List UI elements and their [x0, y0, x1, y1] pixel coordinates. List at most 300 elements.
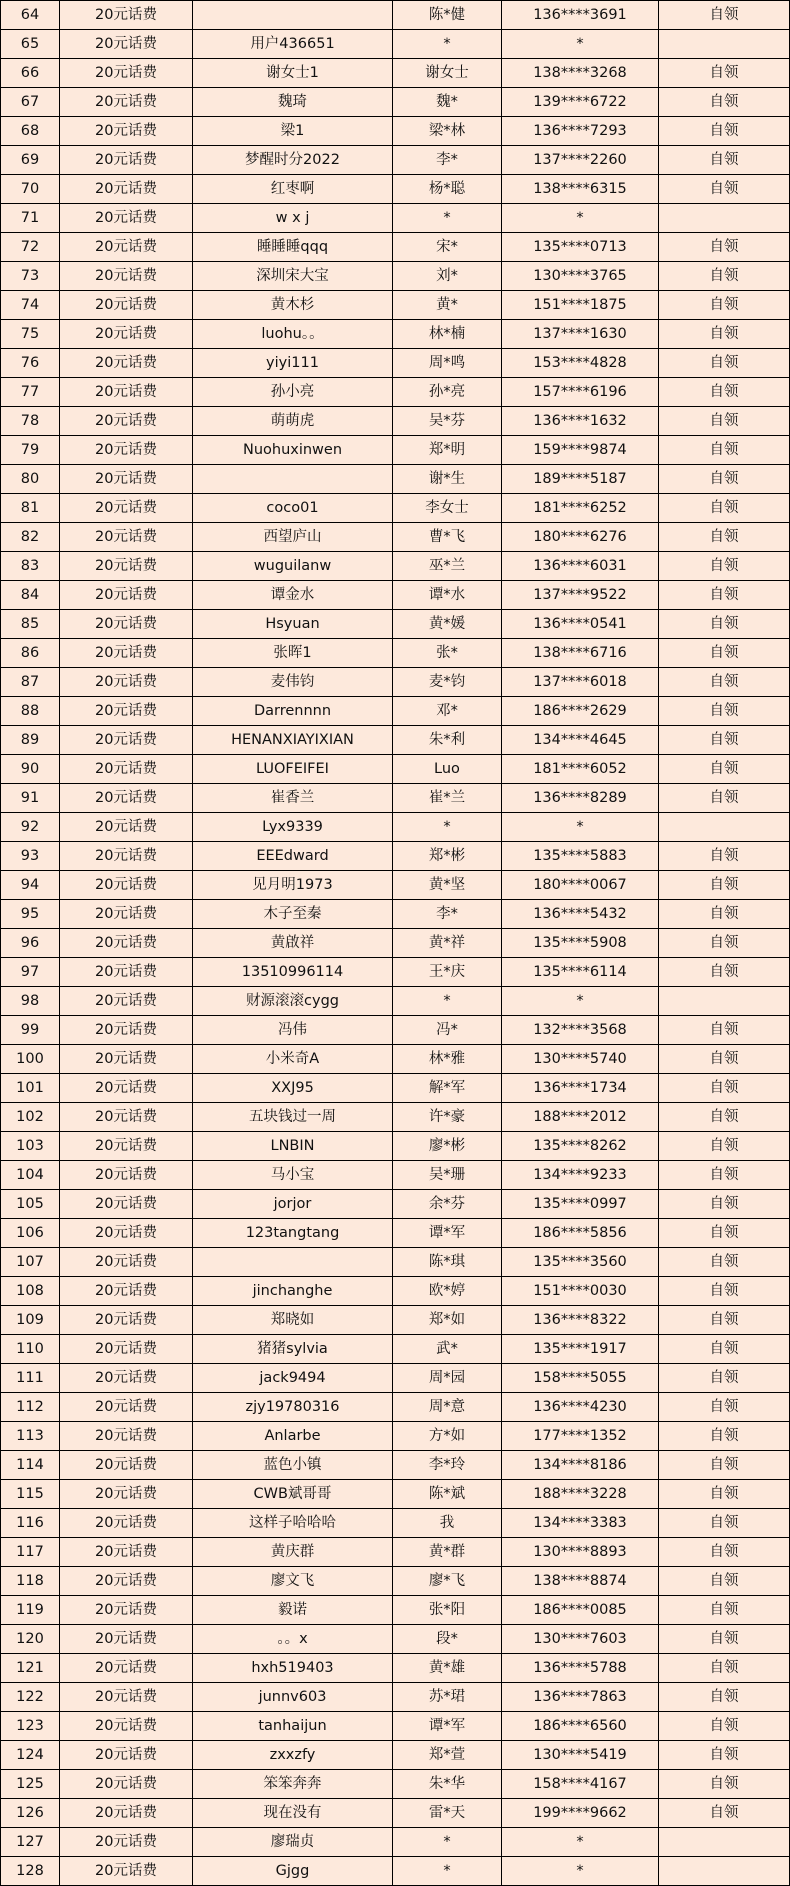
recipient-name-cell: *	[393, 30, 502, 59]
phone-number-cell: 189****5187	[502, 465, 659, 494]
prize-name-cell: 20元话费	[60, 262, 193, 291]
prize-name-cell: 20元话费	[60, 1016, 193, 1045]
prize-name-cell: 20元话费	[60, 1567, 193, 1596]
recipient-name-cell: 郑*彬	[393, 842, 502, 871]
row-number-cell: 64	[1, 1, 60, 30]
row-number-cell: 105	[1, 1190, 60, 1219]
phone-number-cell: 135****6114	[502, 958, 659, 987]
claim-status-cell: 自领	[659, 755, 790, 784]
row-number-cell: 76	[1, 349, 60, 378]
recipient-name-cell: 李女士	[393, 494, 502, 523]
prize-name-cell: 20元话费	[60, 1393, 193, 1422]
nickname-cell: XXJ95	[193, 1074, 393, 1103]
prize-name-cell: 20元话费	[60, 958, 193, 987]
phone-number-cell: 153****4828	[502, 349, 659, 378]
nickname-cell: 毅诺	[193, 1596, 393, 1625]
table-row	[1, 88, 790, 117]
prize-name-cell: 20元话费	[60, 1, 193, 30]
recipient-name-cell: 黄*	[393, 291, 502, 320]
phone-number-cell: 134****3383	[502, 1509, 659, 1538]
phone-number-cell: 159****9874	[502, 436, 659, 465]
table-row	[1, 291, 790, 320]
nickname-cell: 。。x	[193, 1625, 393, 1654]
nickname-cell: 黄啟祥	[193, 929, 393, 958]
row-number-cell: 97	[1, 958, 60, 987]
row-number-cell: 70	[1, 175, 60, 204]
claim-status-cell: 自领	[659, 465, 790, 494]
row-number-cell: 67	[1, 88, 60, 117]
recipient-name-cell: 吴*芬	[393, 407, 502, 436]
phone-number-cell: 130****8893	[502, 1538, 659, 1567]
phone-number-cell: 135****0713	[502, 233, 659, 262]
row-number-cell: 72	[1, 233, 60, 262]
prize-name-cell: 20元话费	[60, 784, 193, 813]
claim-status-cell: 自领	[659, 1422, 790, 1451]
recipient-name-cell: 谭*军	[393, 1219, 502, 1248]
claim-status-cell: 自领	[659, 552, 790, 581]
claim-status-cell: 自领	[659, 146, 790, 175]
row-number-cell: 85	[1, 610, 60, 639]
phone-number-cell: 136****3691	[502, 1, 659, 30]
recipient-name-cell: 林*楠	[393, 320, 502, 349]
recipient-name-cell: 杨*聪	[393, 175, 502, 204]
row-number-cell: 109	[1, 1306, 60, 1335]
recipient-name-cell: 麦*钧	[393, 668, 502, 697]
recipient-name-cell: 孙*亮	[393, 378, 502, 407]
prize-name-cell: 20元话费	[60, 1248, 193, 1277]
table-row	[1, 494, 790, 523]
nickname-cell: 财源滚滚cygg	[193, 987, 393, 1016]
prize-name-cell: 20元话费	[60, 1480, 193, 1509]
nickname-cell: Hsyuan	[193, 610, 393, 639]
row-number-cell: 78	[1, 407, 60, 436]
nickname-cell: jack9494	[193, 1364, 393, 1393]
claim-status-cell: 自领	[659, 1683, 790, 1712]
row-number-cell: 122	[1, 1683, 60, 1712]
prize-name-cell: 20元话费	[60, 755, 193, 784]
recipient-name-cell: 曹*飞	[393, 523, 502, 552]
phone-number-cell: 130****5419	[502, 1741, 659, 1770]
row-number-cell: 121	[1, 1654, 60, 1683]
nickname-cell: 见月明1973	[193, 871, 393, 900]
table-row	[1, 320, 790, 349]
table-row	[1, 1306, 790, 1335]
table-row	[1, 349, 790, 378]
claim-status-cell	[659, 1828, 790, 1857]
phone-number-cell: *	[502, 987, 659, 1016]
nickname-cell: 小米奇A	[193, 1045, 393, 1074]
table-row	[1, 639, 790, 668]
nickname-cell: 123tangtang	[193, 1219, 393, 1248]
phone-number-cell: 136****6031	[502, 552, 659, 581]
nickname-cell: 麦伟钧	[193, 668, 393, 697]
table-row	[1, 1683, 790, 1712]
recipient-name-cell: 解*军	[393, 1074, 502, 1103]
prize-name-cell: 20元话费	[60, 1712, 193, 1741]
table-row	[1, 1770, 790, 1799]
claim-status-cell: 自领	[659, 88, 790, 117]
recipient-name-cell: 我	[393, 1509, 502, 1538]
nickname-cell: w x j	[193, 204, 393, 233]
nickname-cell: 睡睡睡qqq	[193, 233, 393, 262]
claim-status-cell	[659, 987, 790, 1016]
phone-number-cell: 135****3560	[502, 1248, 659, 1277]
recipient-name-cell: 黄*祥	[393, 929, 502, 958]
row-number-cell: 93	[1, 842, 60, 871]
claim-status-cell: 自领	[659, 1190, 790, 1219]
phone-number-cell: 136****5432	[502, 900, 659, 929]
phone-number-cell: 136****8289	[502, 784, 659, 813]
row-number-cell: 87	[1, 668, 60, 697]
phone-number-cell: 181****6052	[502, 755, 659, 784]
phone-number-cell: 177****1352	[502, 1422, 659, 1451]
nickname-cell: Anlarbe	[193, 1422, 393, 1451]
claim-status-cell: 自领	[659, 1, 790, 30]
recipient-name-cell: 廖*飞	[393, 1567, 502, 1596]
row-number-cell: 111	[1, 1364, 60, 1393]
row-number-cell: 107	[1, 1248, 60, 1277]
nickname-cell: luohu。。	[193, 320, 393, 349]
recipient-name-cell: 余*芬	[393, 1190, 502, 1219]
table-row	[1, 1190, 790, 1219]
prize-name-cell: 20元话费	[60, 436, 193, 465]
phone-number-cell: 136****1734	[502, 1074, 659, 1103]
table-row	[1, 987, 790, 1016]
row-number-cell: 115	[1, 1480, 60, 1509]
claim-status-cell: 自领	[659, 349, 790, 378]
table-row	[1, 1335, 790, 1364]
row-number-cell: 102	[1, 1103, 60, 1132]
recipient-name-cell: 周*园	[393, 1364, 502, 1393]
nickname-cell: Darrennnn	[193, 697, 393, 726]
row-number-cell: 95	[1, 900, 60, 929]
table-row	[1, 1132, 790, 1161]
prize-name-cell: 20元话费	[60, 929, 193, 958]
prize-name-cell: 20元话费	[60, 349, 193, 378]
claim-status-cell: 自领	[659, 639, 790, 668]
prize-name-cell: 20元话费	[60, 1306, 193, 1335]
nickname-cell: hxh519403	[193, 1654, 393, 1683]
nickname-cell: 郑晓如	[193, 1306, 393, 1335]
claim-status-cell: 自领	[659, 59, 790, 88]
phone-number-cell: 137****9522	[502, 581, 659, 610]
nickname-cell: 萌萌虎	[193, 407, 393, 436]
claim-status-cell: 自领	[659, 1654, 790, 1683]
table-row	[1, 30, 790, 59]
claim-status-cell: 自领	[659, 871, 790, 900]
claim-status-cell: 自领	[659, 1161, 790, 1190]
nickname-cell: HENANXIAYIXIAN	[193, 726, 393, 755]
claim-status-cell	[659, 30, 790, 59]
nickname-cell: 五块钱过一周	[193, 1103, 393, 1132]
row-number-cell: 74	[1, 291, 60, 320]
table-row	[1, 175, 790, 204]
phone-number-cell: 186****2629	[502, 697, 659, 726]
phone-number-cell: 130****7603	[502, 1625, 659, 1654]
prize-name-cell: 20元话费	[60, 1741, 193, 1770]
prize-name-cell: 20元话费	[60, 88, 193, 117]
table-row	[1, 726, 790, 755]
nickname-cell: jorjor	[193, 1190, 393, 1219]
prize-name-cell: 20元话费	[60, 668, 193, 697]
table-row	[1, 871, 790, 900]
phone-number-cell: 181****6252	[502, 494, 659, 523]
recipient-name-cell: 谭*水	[393, 581, 502, 610]
recipient-name-cell: 李*	[393, 900, 502, 929]
nickname-cell: junnv603	[193, 1683, 393, 1712]
table-row	[1, 117, 790, 146]
recipient-name-cell: 张*阳	[393, 1596, 502, 1625]
recipient-name-cell: *	[393, 1828, 502, 1857]
nickname-cell: 谭金水	[193, 581, 393, 610]
row-number-cell: 75	[1, 320, 60, 349]
recipient-name-cell: 段*	[393, 1625, 502, 1654]
phone-number-cell: 136****5788	[502, 1654, 659, 1683]
prize-name-cell: 20元话费	[60, 204, 193, 233]
nickname-cell: coco01	[193, 494, 393, 523]
table-row	[1, 1567, 790, 1596]
phone-number-cell: 188****2012	[502, 1103, 659, 1132]
recipient-name-cell: 巫*兰	[393, 552, 502, 581]
nickname-cell: 梦醒时分2022	[193, 146, 393, 175]
nickname-cell: 木子至秦	[193, 900, 393, 929]
claim-status-cell: 自领	[659, 1712, 790, 1741]
table-row	[1, 842, 790, 871]
table-row	[1, 1799, 790, 1828]
nickname-cell: 这样子哈哈哈	[193, 1509, 393, 1538]
nickname-cell: 张晖1	[193, 639, 393, 668]
table-row	[1, 1451, 790, 1480]
phone-number-cell: 136****8322	[502, 1306, 659, 1335]
nickname-cell: 崔香兰	[193, 784, 393, 813]
phone-number-cell: 188****3228	[502, 1480, 659, 1509]
phone-number-cell: 158****5055	[502, 1364, 659, 1393]
phone-number-cell: 180****0067	[502, 871, 659, 900]
prize-name-cell: 20元话费	[60, 1161, 193, 1190]
claim-status-cell: 自领	[659, 233, 790, 262]
prize-name-cell: 20元话费	[60, 1045, 193, 1074]
prize-name-cell: 20元话费	[60, 1219, 193, 1248]
table-row	[1, 1538, 790, 1567]
claim-status-cell: 自领	[659, 1393, 790, 1422]
prize-name-cell: 20元话费	[60, 697, 193, 726]
claim-status-cell: 自领	[659, 697, 790, 726]
claim-status-cell: 自领	[659, 291, 790, 320]
nickname-cell: CWB斌哥哥	[193, 1480, 393, 1509]
row-number-cell: 113	[1, 1422, 60, 1451]
table-row	[1, 59, 790, 88]
row-number-cell: 73	[1, 262, 60, 291]
row-number-cell: 119	[1, 1596, 60, 1625]
recipient-name-cell: *	[393, 813, 502, 842]
nickname-cell: 深圳宋大宝	[193, 262, 393, 291]
nickname-cell: 13510996114	[193, 958, 393, 987]
phone-number-cell: 136****7293	[502, 117, 659, 146]
nickname-cell: 现在没有	[193, 1799, 393, 1828]
recipient-name-cell: 魏*	[393, 88, 502, 117]
phone-number-cell: 186****0085	[502, 1596, 659, 1625]
prize-name-cell: 20元话费	[60, 726, 193, 755]
row-number-cell: 120	[1, 1625, 60, 1654]
table-row	[1, 1219, 790, 1248]
row-number-cell: 80	[1, 465, 60, 494]
phone-number-cell: 137****6018	[502, 668, 659, 697]
row-number-cell: 71	[1, 204, 60, 233]
table-row	[1, 436, 790, 465]
phone-number-cell: 151****0030	[502, 1277, 659, 1306]
recipient-name-cell: 方*如	[393, 1422, 502, 1451]
recipient-name-cell: 陈*琪	[393, 1248, 502, 1277]
phone-number-cell: *	[502, 204, 659, 233]
prize-name-cell: 20元话费	[60, 233, 193, 262]
row-number-cell: 104	[1, 1161, 60, 1190]
recipient-name-cell: 邓*	[393, 697, 502, 726]
row-number-cell: 84	[1, 581, 60, 610]
table-row	[1, 1509, 790, 1538]
nickname-cell: 马小宝	[193, 1161, 393, 1190]
nickname-cell: 廖文飞	[193, 1567, 393, 1596]
prize-name-cell: 20元话费	[60, 1364, 193, 1393]
table-row	[1, 1161, 790, 1190]
recipient-name-cell: 李*玲	[393, 1451, 502, 1480]
table-row	[1, 1364, 790, 1393]
nickname-cell: 猪猪sylvia	[193, 1335, 393, 1364]
row-number-cell: 98	[1, 987, 60, 1016]
nickname-cell	[193, 1248, 393, 1277]
prize-name-cell: 20元话费	[60, 146, 193, 175]
recipient-name-cell: 朱*利	[393, 726, 502, 755]
table-row	[1, 1, 790, 30]
table-row	[1, 1712, 790, 1741]
claim-status-cell: 自领	[659, 1567, 790, 1596]
row-number-cell: 126	[1, 1799, 60, 1828]
prize-name-cell: 20元话费	[60, 1625, 193, 1654]
prize-name-cell: 20元话费	[60, 407, 193, 436]
phone-number-cell: 135****8262	[502, 1132, 659, 1161]
phone-number-cell: 134****9233	[502, 1161, 659, 1190]
row-number-cell: 112	[1, 1393, 60, 1422]
claim-status-cell: 自领	[659, 1016, 790, 1045]
claim-status-cell: 自领	[659, 1219, 790, 1248]
nickname-cell: Gjgg	[193, 1857, 393, 1886]
prize-name-cell: 20元话费	[60, 610, 193, 639]
recipient-name-cell: 周*意	[393, 1393, 502, 1422]
row-number-cell: 117	[1, 1538, 60, 1567]
prize-name-cell: 20元话费	[60, 1596, 193, 1625]
claim-status-cell: 自领	[659, 1799, 790, 1828]
nickname-cell: 西望庐山	[193, 523, 393, 552]
phone-number-cell: 139****6722	[502, 88, 659, 117]
recipient-name-cell: 谢*生	[393, 465, 502, 494]
claim-status-cell: 自领	[659, 378, 790, 407]
nickname-cell	[193, 1, 393, 30]
table-row	[1, 610, 790, 639]
row-number-cell: 127	[1, 1828, 60, 1857]
phone-number-cell: 132****3568	[502, 1016, 659, 1045]
row-number-cell: 123	[1, 1712, 60, 1741]
phone-number-cell: 134****4645	[502, 726, 659, 755]
claim-status-cell	[659, 813, 790, 842]
phone-number-cell: 135****0997	[502, 1190, 659, 1219]
nickname-cell: 谢女士1	[193, 59, 393, 88]
recipient-name-cell: 李*	[393, 146, 502, 175]
claim-status-cell: 自领	[659, 581, 790, 610]
prize-name-cell: 20元话费	[60, 1335, 193, 1364]
row-number-cell: 81	[1, 494, 60, 523]
nickname-cell: zjy19780316	[193, 1393, 393, 1422]
recipient-name-cell: 宋*	[393, 233, 502, 262]
row-number-cell: 66	[1, 59, 60, 88]
table-row	[1, 1480, 790, 1509]
table-row	[1, 1625, 790, 1654]
phone-number-cell: 158****4167	[502, 1770, 659, 1799]
row-number-cell: 101	[1, 1074, 60, 1103]
claim-status-cell: 自领	[659, 407, 790, 436]
nickname-cell: 红枣啊	[193, 175, 393, 204]
phone-number-cell: 136****0541	[502, 610, 659, 639]
recipient-name-cell: 林*雅	[393, 1045, 502, 1074]
row-number-cell: 128	[1, 1857, 60, 1886]
prize-name-cell: 20元话费	[60, 639, 193, 668]
recipient-name-cell: 崔*兰	[393, 784, 502, 813]
prize-name-cell: 20元话费	[60, 581, 193, 610]
prize-name-cell: 20元话费	[60, 523, 193, 552]
prize-name-cell: 20元话费	[60, 378, 193, 407]
claim-status-cell: 自领	[659, 900, 790, 929]
recipient-name-cell: *	[393, 1857, 502, 1886]
nickname-cell: 廖瑞贞	[193, 1828, 393, 1857]
phone-number-cell: 136****4230	[502, 1393, 659, 1422]
row-number-cell: 89	[1, 726, 60, 755]
table-row	[1, 1045, 790, 1074]
table-row	[1, 1103, 790, 1132]
nickname-cell: 魏琦	[193, 88, 393, 117]
phone-number-cell: *	[502, 1828, 659, 1857]
nickname-cell: LNBIN	[193, 1132, 393, 1161]
nickname-cell: 蓝色小镇	[193, 1451, 393, 1480]
row-number-cell: 99	[1, 1016, 60, 1045]
prize-name-cell: 20元话费	[60, 1103, 193, 1132]
row-number-cell: 90	[1, 755, 60, 784]
table-row	[1, 697, 790, 726]
claim-status-cell: 自领	[659, 117, 790, 146]
prize-name-cell: 20元话费	[60, 1509, 193, 1538]
prize-name-cell: 20元话费	[60, 1132, 193, 1161]
recipient-name-cell: 郑*明	[393, 436, 502, 465]
nickname-cell: LUOFEIFEI	[193, 755, 393, 784]
table-row	[1, 900, 790, 929]
claim-status-cell: 自领	[659, 1132, 790, 1161]
prize-name-cell: 20元话费	[60, 1422, 193, 1451]
table-row	[1, 958, 790, 987]
claim-status-cell	[659, 1857, 790, 1886]
phone-number-cell: 135****1917	[502, 1335, 659, 1364]
phone-number-cell: 186****5856	[502, 1219, 659, 1248]
prize-name-cell: 20元话费	[60, 30, 193, 59]
prize-name-cell: 20元话费	[60, 1857, 193, 1886]
prize-name-cell: 20元话费	[60, 1451, 193, 1480]
claim-status-cell: 自领	[659, 1074, 790, 1103]
recipient-name-cell: 陈*健	[393, 1, 502, 30]
prize-name-cell: 20元话费	[60, 465, 193, 494]
phone-number-cell: 138****6315	[502, 175, 659, 204]
phone-number-cell: 130****3765	[502, 262, 659, 291]
claim-status-cell	[659, 204, 790, 233]
row-number-cell: 69	[1, 146, 60, 175]
claim-status-cell: 自领	[659, 436, 790, 465]
table-row	[1, 1074, 790, 1103]
prize-name-cell: 20元话费	[60, 1770, 193, 1799]
